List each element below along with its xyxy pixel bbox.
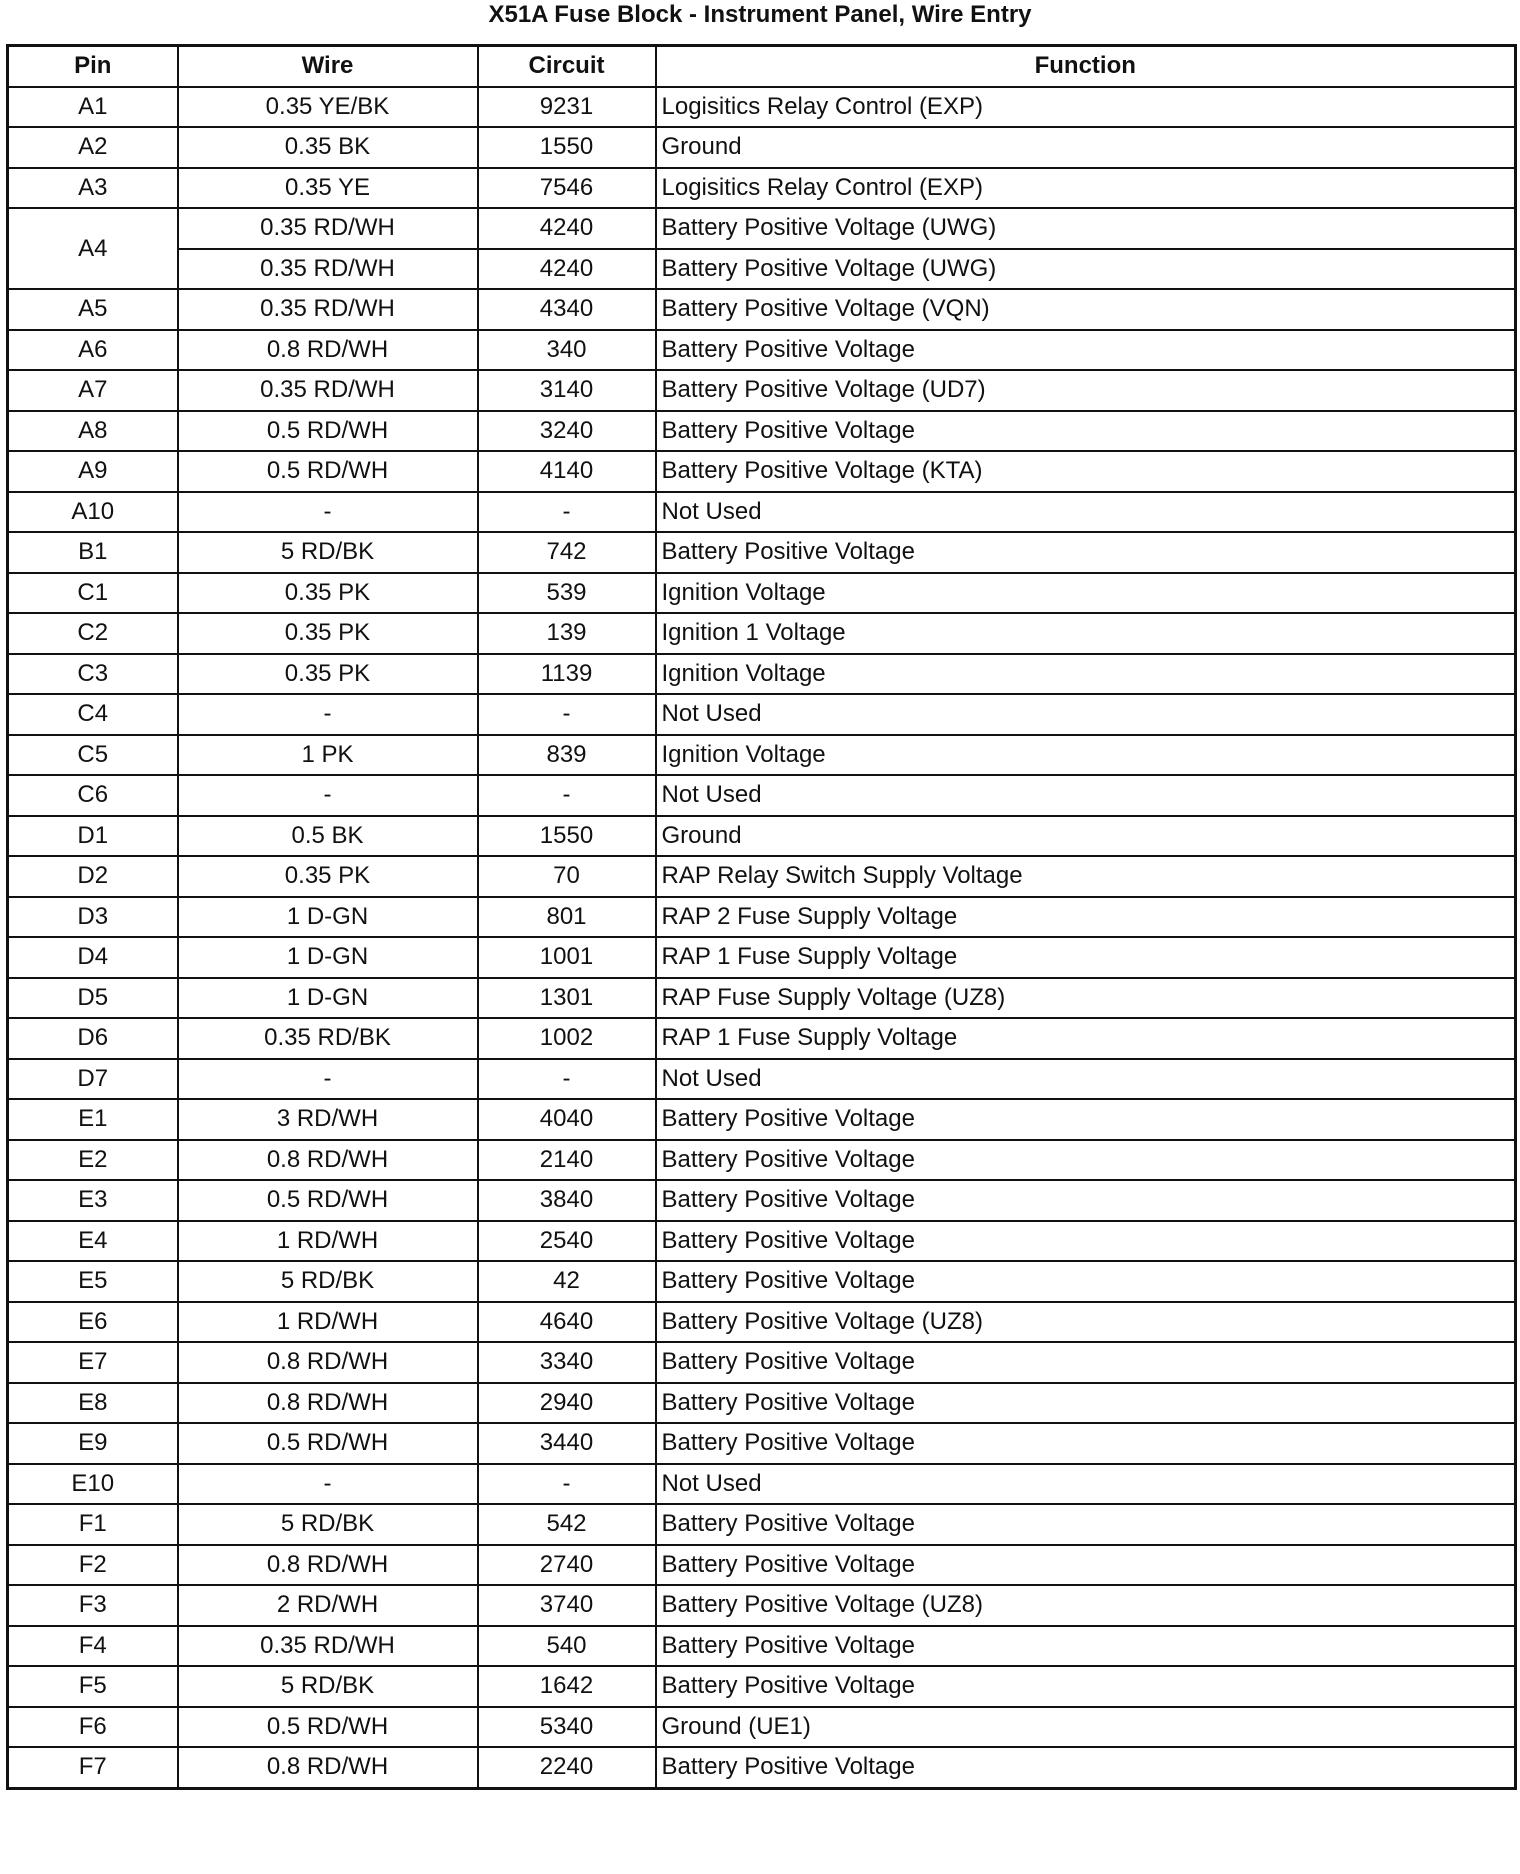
circuit-cell: 42 xyxy=(478,1261,656,1302)
wire-cell: 5 RD/BK xyxy=(178,1666,478,1707)
wire-cell: - xyxy=(178,1059,478,1100)
pin-cell: E3 xyxy=(8,1180,178,1221)
circuit-cell: 1301 xyxy=(478,978,656,1019)
wire-cell: 5 RD/BK xyxy=(178,1261,478,1302)
wire-cell: 0.5 RD/WH xyxy=(178,1423,478,1464)
wire-cell: 0.8 RD/WH xyxy=(178,330,478,371)
wire-cell: 0.35 YE xyxy=(178,168,478,209)
function-cell: Battery Positive Voltage (UZ8) xyxy=(656,1302,1516,1343)
function-column-header: Function xyxy=(656,46,1516,87)
pin-cell: F7 xyxy=(8,1747,178,1788)
function-cell: Ground xyxy=(656,127,1516,168)
table-header xyxy=(8,46,1516,87)
function-cell: Not Used xyxy=(656,694,1516,735)
wire-cell: 0.35 PK xyxy=(178,654,478,695)
circuit-cell: 1550 xyxy=(478,127,656,168)
circuit-cell: 3740 xyxy=(478,1585,656,1626)
circuit-cell: 4240 xyxy=(478,208,656,249)
wire-cell: 1 RD/WH xyxy=(178,1221,478,1262)
circuit-cell: 540 xyxy=(478,1626,656,1667)
circuit-cell: 2740 xyxy=(478,1545,656,1586)
function-cell: RAP 1 Fuse Supply Voltage xyxy=(656,1018,1516,1059)
circuit-cell: 1002 xyxy=(478,1018,656,1059)
function-cell: Battery Positive Voltage xyxy=(656,1504,1516,1545)
table-row xyxy=(8,897,1516,938)
pinout-table xyxy=(6,44,1517,1790)
table-row xyxy=(8,816,1516,857)
wire-cell: 0.8 RD/WH xyxy=(178,1747,478,1788)
table-row xyxy=(8,370,1516,411)
circuit-cell: 742 xyxy=(478,532,656,573)
function-cell: RAP Relay Switch Supply Voltage xyxy=(656,856,1516,897)
pin-cell: D1 xyxy=(8,816,178,857)
circuit-cell: - xyxy=(478,775,656,816)
wire-cell: 1 RD/WH xyxy=(178,1302,478,1343)
function-cell: Battery Positive Voltage xyxy=(656,1626,1516,1667)
pin-cell: D2 xyxy=(8,856,178,897)
pin-cell: D4 xyxy=(8,937,178,978)
wire-cell: 0.5 RD/WH xyxy=(178,451,478,492)
pin-cell: C1 xyxy=(8,573,178,614)
pin-cell: A9 xyxy=(8,451,178,492)
wire-cell: 0.5 RD/WH xyxy=(178,1180,478,1221)
wire-cell: 0.35 YE/BK xyxy=(178,87,478,128)
wire-cell: 0.8 RD/WH xyxy=(178,1140,478,1181)
pin-cell: A8 xyxy=(8,411,178,452)
circuit-cell: 4240 xyxy=(478,249,656,290)
circuit-cell: 3840 xyxy=(478,1180,656,1221)
table-body xyxy=(8,87,1516,1789)
function-cell: Battery Positive Voltage (VQN) xyxy=(656,289,1516,330)
circuit-cell: 2940 xyxy=(478,1383,656,1424)
wire-cell: - xyxy=(178,694,478,735)
table-row xyxy=(8,1545,1516,1586)
function-cell: Not Used xyxy=(656,492,1516,533)
function-cell: Ignition Voltage xyxy=(656,654,1516,695)
circuit-cell: 3440 xyxy=(478,1423,656,1464)
circuit-cell: - xyxy=(478,1464,656,1505)
table-row xyxy=(8,1342,1516,1383)
table-row xyxy=(8,249,1516,290)
pin-cell: F5 xyxy=(8,1666,178,1707)
wire-cell: 1 PK xyxy=(178,735,478,776)
circuit-cell: 3240 xyxy=(478,411,656,452)
wire-cell: 0.5 RD/WH xyxy=(178,411,478,452)
table-row xyxy=(8,532,1516,573)
function-cell: Ignition Voltage xyxy=(656,735,1516,776)
circuit-cell: 2240 xyxy=(478,1747,656,1788)
table-row xyxy=(8,694,1516,735)
pin-cell: C6 xyxy=(8,775,178,816)
circuit-cell: 539 xyxy=(478,573,656,614)
function-cell: Battery Positive Voltage (UD7) xyxy=(656,370,1516,411)
wire-cell: 0.35 RD/WH xyxy=(178,249,478,290)
wire-cell: - xyxy=(178,775,478,816)
table-row xyxy=(8,1666,1516,1707)
pin-cell: A5 xyxy=(8,289,178,330)
circuit-cell: 2140 xyxy=(478,1140,656,1181)
pin-cell: E10 xyxy=(8,1464,178,1505)
wire-cell: 1 D-GN xyxy=(178,897,478,938)
pin-cell: F1 xyxy=(8,1504,178,1545)
table-row xyxy=(8,735,1516,776)
wire-cell: 0.8 RD/WH xyxy=(178,1545,478,1586)
table-row xyxy=(8,1585,1516,1626)
circuit-cell: 4040 xyxy=(478,1099,656,1140)
circuit-cell: 542 xyxy=(478,1504,656,1545)
function-cell: Battery Positive Voltage xyxy=(656,330,1516,371)
pin-column-header: Pin xyxy=(8,46,178,87)
pin-cell: A7 xyxy=(8,370,178,411)
table-row xyxy=(8,1504,1516,1545)
function-cell: Ground (UE1) xyxy=(656,1707,1516,1748)
circuit-cell: 9231 xyxy=(478,87,656,128)
circuit-cell: 4340 xyxy=(478,289,656,330)
table-row xyxy=(8,1383,1516,1424)
function-cell: Battery Positive Voltage xyxy=(656,1261,1516,1302)
circuit-cell: 7546 xyxy=(478,168,656,209)
pin-cell: D5 xyxy=(8,978,178,1019)
pin-cell: C3 xyxy=(8,654,178,695)
wire-cell: 0.35 RD/BK xyxy=(178,1018,478,1059)
table-row xyxy=(8,654,1516,695)
table-row xyxy=(8,208,1516,249)
pin-cell: D6 xyxy=(8,1018,178,1059)
table-row xyxy=(8,289,1516,330)
table-row xyxy=(8,978,1516,1019)
table-row xyxy=(8,1099,1516,1140)
wire-cell: 0.8 RD/WH xyxy=(178,1383,478,1424)
table-row xyxy=(8,613,1516,654)
function-cell: Logisitics Relay Control (EXP) xyxy=(656,168,1516,209)
wire-cell: 0.35 RD/WH xyxy=(178,208,478,249)
table-row xyxy=(8,573,1516,614)
wire-cell: 5 RD/BK xyxy=(178,1504,478,1545)
function-cell: Not Used xyxy=(656,775,1516,816)
function-cell: Battery Positive Voltage (UZ8) xyxy=(656,1585,1516,1626)
table-row xyxy=(8,1140,1516,1181)
function-cell: Battery Positive Voltage xyxy=(656,1221,1516,1262)
circuit-cell: - xyxy=(478,1059,656,1100)
function-cell: Battery Positive Voltage xyxy=(656,1383,1516,1424)
table-row xyxy=(8,1018,1516,1059)
pin-cell: A3 xyxy=(8,168,178,209)
wire-cell: 2 RD/WH xyxy=(178,1585,478,1626)
table-row xyxy=(8,1747,1516,1788)
pin-cell: D3 xyxy=(8,897,178,938)
table-row xyxy=(8,856,1516,897)
wire-cell: 0.35 PK xyxy=(178,613,478,654)
table-row xyxy=(8,1707,1516,1748)
circuit-cell: 1001 xyxy=(478,937,656,978)
wire-cell: 1 D-GN xyxy=(178,978,478,1019)
pin-cell: F3 xyxy=(8,1585,178,1626)
function-cell: Not Used xyxy=(656,1464,1516,1505)
wire-cell: 1 D-GN xyxy=(178,937,478,978)
table-row xyxy=(8,1059,1516,1100)
pin-cell: D7 xyxy=(8,1059,178,1100)
function-cell: Battery Positive Voltage xyxy=(656,1342,1516,1383)
circuit-cell: 3340 xyxy=(478,1342,656,1383)
function-cell: Logisitics Relay Control (EXP) xyxy=(656,87,1516,128)
pin-cell: E4 xyxy=(8,1221,178,1262)
circuit-cell: 1642 xyxy=(478,1666,656,1707)
pin-cell: E1 xyxy=(8,1099,178,1140)
pin-cell: A2 xyxy=(8,127,178,168)
page-title: X51A Fuse Block - Instrument Panel, Wire Entry xyxy=(488,1,1032,28)
table-row xyxy=(8,1261,1516,1302)
pin-cell: C2 xyxy=(8,613,178,654)
circuit-column-header: Circuit xyxy=(478,46,656,87)
function-cell: Battery Positive Voltage xyxy=(656,532,1516,573)
circuit-cell: 4640 xyxy=(478,1302,656,1343)
wire-cell: 0.35 PK xyxy=(178,573,478,614)
table-row xyxy=(8,1423,1516,1464)
table-row xyxy=(8,937,1516,978)
pin-cell: F4 xyxy=(8,1626,178,1667)
function-cell: Battery Positive Voltage xyxy=(656,1423,1516,1464)
circuit-cell: - xyxy=(478,492,656,533)
wire-cell: - xyxy=(178,492,478,533)
circuit-cell: 839 xyxy=(478,735,656,776)
circuit-cell: 139 xyxy=(478,613,656,654)
pin-cell: A1 xyxy=(8,87,178,128)
function-cell: Battery Positive Voltage xyxy=(656,1099,1516,1140)
wire-cell: 3 RD/WH xyxy=(178,1099,478,1140)
circuit-cell: 3140 xyxy=(478,370,656,411)
pin-cell: E7 xyxy=(8,1342,178,1383)
pin-cell: A4 xyxy=(8,208,178,289)
pin-cell: E2 xyxy=(8,1140,178,1181)
wire-column-header: Wire xyxy=(178,46,478,87)
pin-cell: E5 xyxy=(8,1261,178,1302)
circuit-cell: 70 xyxy=(478,856,656,897)
function-cell: RAP 1 Fuse Supply Voltage xyxy=(656,937,1516,978)
circuit-cell: 1139 xyxy=(478,654,656,695)
function-cell: Not Used xyxy=(656,1059,1516,1100)
function-cell: RAP 2 Fuse Supply Voltage xyxy=(656,897,1516,938)
pin-cell: F6 xyxy=(8,1707,178,1748)
table-row xyxy=(8,1626,1516,1667)
circuit-cell: 2540 xyxy=(478,1221,656,1262)
pin-cell: C4 xyxy=(8,694,178,735)
table-row xyxy=(8,775,1516,816)
function-cell: Ignition 1 Voltage xyxy=(656,613,1516,654)
table-row xyxy=(8,451,1516,492)
table-row xyxy=(8,1464,1516,1505)
table-row xyxy=(8,492,1516,533)
circuit-cell: - xyxy=(478,694,656,735)
function-cell: Ignition Voltage xyxy=(656,573,1516,614)
wire-cell: 0.35 RD/WH xyxy=(178,1626,478,1667)
circuit-cell: 5340 xyxy=(478,1707,656,1748)
table-row xyxy=(8,330,1516,371)
function-cell: RAP Fuse Supply Voltage (UZ8) xyxy=(656,978,1516,1019)
circuit-cell: 4140 xyxy=(478,451,656,492)
wire-cell: 0.5 BK xyxy=(178,816,478,857)
function-cell: Battery Positive Voltage (UWG) xyxy=(656,208,1516,249)
pin-cell: A10 xyxy=(8,492,178,533)
table-row xyxy=(8,1221,1516,1262)
pin-cell: F2 xyxy=(8,1545,178,1586)
table-row xyxy=(8,87,1516,128)
pin-cell: E9 xyxy=(8,1423,178,1464)
header-row xyxy=(8,46,1516,87)
function-cell: Battery Positive Voltage xyxy=(656,1545,1516,1586)
table-row xyxy=(8,411,1516,452)
function-cell: Ground xyxy=(656,816,1516,857)
table-row xyxy=(8,1180,1516,1221)
table-row xyxy=(8,1302,1516,1343)
wire-cell: 0.8 RD/WH xyxy=(178,1342,478,1383)
function-cell: Battery Positive Voltage xyxy=(656,1747,1516,1788)
wire-cell: - xyxy=(178,1464,478,1505)
function-cell: Battery Positive Voltage (KTA) xyxy=(656,451,1516,492)
table-row xyxy=(8,127,1516,168)
circuit-cell: 340 xyxy=(478,330,656,371)
table-row xyxy=(8,168,1516,209)
pin-cell: C5 xyxy=(8,735,178,776)
function-cell: Battery Positive Voltage xyxy=(656,1180,1516,1221)
circuit-cell: 1550 xyxy=(478,816,656,857)
function-cell: Battery Positive Voltage xyxy=(656,1666,1516,1707)
wire-cell: 0.35 PK xyxy=(178,856,478,897)
wire-cell: 0.5 RD/WH xyxy=(178,1707,478,1748)
pin-cell: B1 xyxy=(8,532,178,573)
wire-cell: 5 RD/BK xyxy=(178,532,478,573)
wire-cell: 0.35 RD/WH xyxy=(178,370,478,411)
function-cell: Battery Positive Voltage xyxy=(656,1140,1516,1181)
pin-cell: E6 xyxy=(8,1302,178,1343)
wire-cell: 0.35 BK xyxy=(178,127,478,168)
pin-cell: E8 xyxy=(8,1383,178,1424)
circuit-cell: 801 xyxy=(478,897,656,938)
function-cell: Battery Positive Voltage xyxy=(656,411,1516,452)
pin-cell: A6 xyxy=(8,330,178,371)
wire-cell: 0.35 RD/WH xyxy=(178,289,478,330)
function-cell: Battery Positive Voltage (UWG) xyxy=(656,249,1516,290)
